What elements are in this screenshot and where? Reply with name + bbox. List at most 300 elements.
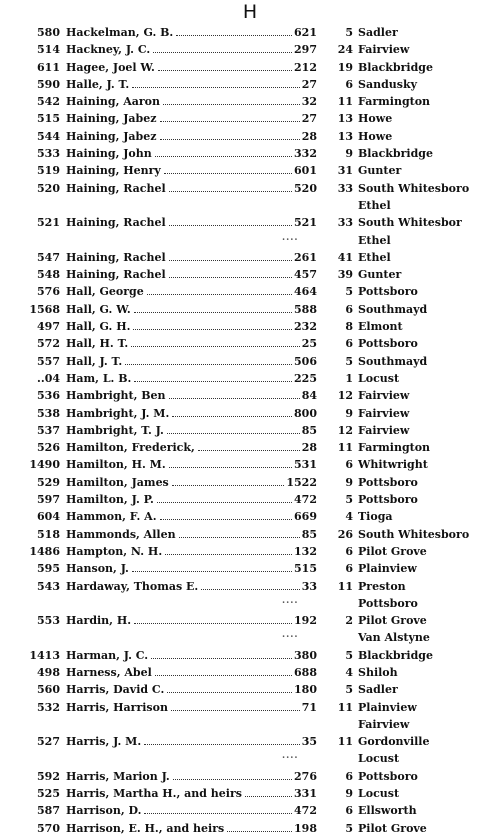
entry-number: 548 [37,268,60,282]
post-office: Fairview [358,389,410,403]
leader-dots [134,381,292,382]
value-amount: 225 [294,371,317,385]
leader-dots [165,554,292,555]
post-office: Gunter [358,268,402,282]
leader-dots [201,589,300,590]
post-office: Plainview [358,700,417,714]
leader-dots [169,260,292,261]
table-row [0,41,500,58]
table-row-continuation [0,197,500,214]
owner-name: Haining, John [66,147,152,161]
post-office: Blackbridge [358,60,433,74]
value-amount: 25 [301,337,317,351]
leader-dots [160,139,300,140]
leader-dots [198,450,300,451]
table-row [0,283,500,300]
district-number: 12 [337,423,353,437]
entry-number: 572 [37,337,60,351]
owner-name: Hackney, J. C. [66,43,151,57]
value-amount: 506 [294,354,317,368]
value-amount: 331 [294,787,317,801]
table-row [0,785,500,802]
value-amount: 621 [294,26,317,39]
leader-dots [155,156,292,157]
value-amount: 457 [294,268,317,282]
table-row-continuation [0,716,500,733]
owner-name: Harris, Marion J. [66,769,170,783]
leader-dots [158,70,292,71]
district-number: 6 [345,562,353,576]
value-amount: 85 [301,423,317,437]
leader-dots [160,121,300,122]
table-row [0,180,500,197]
value-amount: 688 [294,665,317,679]
district-number: 4 [345,510,353,524]
post-office: Ethel [358,233,391,247]
leader-dots [173,779,292,780]
post-office: Howe [358,112,393,126]
owner-name: Hambright, T. J. [66,423,164,437]
entry-number: 543 [37,579,60,593]
post-office: South Whitesbor [358,216,462,230]
owner-name: Harris, Harrison [66,700,168,714]
owner-name: Hamilton, James [66,475,169,489]
post-office: Elmont [358,320,403,334]
leader-dots [125,364,292,365]
value-amount: 84 [301,389,317,403]
table-row [0,664,500,681]
entry-number: 518 [37,527,60,541]
table-row [0,353,500,370]
value-amount: 297 [294,43,317,57]
owner-name: Hamilton, H. M. [66,458,166,472]
value-amount: 192 [294,614,317,628]
entry-number: 611 [37,60,60,74]
post-office: Southmayd [358,354,428,368]
entry-number: 533 [37,147,60,161]
table-row [0,214,500,231]
entry-number: 587 [37,804,60,818]
district-number: 9 [345,475,353,489]
owner-name: Haining, Rachel [66,181,166,195]
district-number: 6 [345,804,353,818]
value-amount: 472 [294,804,317,818]
value-amount: 380 [294,648,317,662]
value-amount: 531 [294,458,317,472]
leader-dots [163,104,300,105]
post-office: Pottsboro [358,596,418,610]
table-row [0,405,500,422]
district-number: 13 [337,112,353,126]
post-office: Ethel [358,250,391,264]
leader-dots [167,433,300,434]
ledger-rows [0,24,500,837]
table-row [0,681,500,698]
leader-dots [172,485,284,486]
value-amount: 261 [294,250,317,264]
owner-name: Haining, Jabez [66,112,157,126]
district-number: 11 [337,441,353,455]
table-row-continuation [0,629,500,646]
leader-dots [153,52,292,53]
table-row [0,647,500,664]
district-number: 26 [337,527,353,541]
table-row [0,733,500,750]
table-row [0,699,500,716]
entry-number: 525 [37,787,60,801]
value-amount: 515 [294,562,317,576]
post-office: Fairview [358,423,410,437]
value-amount: 520 [294,181,317,195]
table-row-continuation [0,232,500,249]
value-amount: 232 [294,320,317,334]
table-row [0,456,500,473]
post-office: Plainview [358,562,417,576]
value-amount: 198 [294,821,317,835]
leader-dots [134,623,292,624]
owner-name: Harman, J. C. [66,648,149,662]
post-office: Farmington [358,95,431,109]
value-amount: 588 [294,302,317,316]
district-number: 11 [337,735,353,749]
value-amount: 85 [301,527,317,541]
value-amount: 33 [301,579,317,593]
table-row [0,59,500,76]
owner-name: Halle, J. T. [66,77,130,91]
district-number: 11 [337,579,353,593]
entry-number: 497 [37,320,60,334]
post-office: Fairview [358,43,410,57]
district-number: 33 [337,181,353,195]
leader-dots [132,571,292,572]
leader-dots [169,191,292,192]
leader-dots [169,398,300,399]
owner-name: Ham, L. B. [66,371,132,385]
district-number: 41 [337,250,353,264]
post-office: Gordonville [358,735,430,749]
district-number: 33 [337,216,353,230]
value-amount: 601 [294,164,317,178]
table-row [0,145,500,162]
table-row [0,439,500,456]
leader-dots [176,35,292,36]
post-office: Pottsboro [358,475,418,489]
entry-number: 542 [37,95,60,109]
entry-number: 580 [37,26,60,39]
table-row [0,387,500,404]
continuation-mark: .... [282,232,299,243]
value-amount: 800 [294,406,317,420]
post-office: Pottsboro [358,769,418,783]
owner-name: Haining, Rachel [66,250,166,264]
entry-number: ..04 [37,371,60,385]
table-row [0,301,500,318]
value-amount: 464 [294,285,317,299]
post-office: Ellsworth [358,804,417,818]
leader-dots [157,502,292,503]
district-number: 11 [337,700,353,714]
post-office: Pottsboro [358,285,418,299]
table-row [0,526,500,543]
table-row [0,128,500,145]
leader-dots [144,813,292,814]
entry-number: 547 [37,250,60,264]
table-row [0,24,500,41]
table-row [0,543,500,560]
entry-number: 557 [37,354,60,368]
entry-number: 1490 [29,458,60,472]
post-office: Blackbridge [358,147,433,161]
table-row [0,93,500,110]
table-row-continuation [0,750,500,767]
owner-name: Hall, J. T. [66,354,123,368]
district-number: 4 [345,665,353,679]
post-office: Sadler [358,683,398,697]
entry-number: 1486 [29,544,60,558]
entry-number: 538 [37,406,60,420]
table-row [0,335,500,352]
entry-number: 592 [37,769,60,783]
value-amount: 71 [301,700,317,714]
value-amount: 32 [301,95,317,109]
table-row [0,491,500,508]
district-number: 9 [345,147,353,161]
leader-dots [164,173,292,174]
post-office: Van Alstyne [358,631,430,645]
owner-name: Hall, G. H. [66,320,131,334]
leader-dots [245,796,292,797]
post-office: Howe [358,129,393,143]
district-number: 19 [337,60,353,74]
leader-dots [144,744,300,745]
owner-name: Haining, Rachel [66,216,166,230]
district-number: 5 [345,648,353,662]
owner-name: Hall, George [66,285,144,299]
post-office: Pottsboro [358,493,418,507]
owner-name: Hardin, H. [66,614,132,628]
district-number: 6 [345,302,353,316]
post-office: Pottsboro [358,337,418,351]
owner-name: Hackelman, G. B. [66,26,174,39]
district-number: 24 [337,43,353,57]
leader-dots [151,658,292,659]
leader-dots [131,346,300,347]
leader-dots [160,519,292,520]
owner-name: Harris, Martha H., and heirs [66,787,242,801]
value-amount: 28 [301,129,317,143]
table-row [0,249,500,266]
owner-name: Hammonds, Allen [66,527,176,541]
continuation-mark: .... [282,630,299,641]
owner-name: Hamilton, Frederick, [66,441,195,455]
table-row [0,110,500,127]
entry-number: 560 [37,683,60,697]
value-amount: 472 [294,493,317,507]
owner-name: Hardaway, Thomas E. [66,579,199,593]
leader-dots [134,312,292,313]
table-row [0,768,500,785]
district-number: 6 [345,769,353,783]
continuation-mark: .... [282,595,299,606]
district-number: 39 [337,268,353,282]
district-number: 5 [345,285,353,299]
district-number: 8 [345,320,353,334]
leader-dots [132,87,300,88]
post-office: Pilot Grove [358,544,427,558]
entry-number: 519 [37,164,60,178]
value-amount: 1522 [286,475,317,489]
entry-number: 590 [37,77,60,91]
entry-number: 515 [37,112,60,126]
owner-name: Hanson, J. [66,562,129,576]
owner-name: Hamilton, J. P. [66,493,154,507]
post-office: Southmayd [358,302,428,316]
district-number: 11 [337,95,353,109]
owner-name: Hall, G. W. [66,302,131,316]
owner-name: Haining, Aaron [66,95,161,109]
district-number: 5 [345,683,353,697]
table-row [0,76,500,93]
owner-name: Haining, Henry [66,164,161,178]
district-number: 5 [345,354,353,368]
post-office: Ethel [358,198,391,212]
post-office: Whitwright [358,458,428,472]
owner-name: Harness, Abel [66,665,152,679]
post-office: South Whitesboro [358,527,470,541]
entry-number: 595 [37,562,60,576]
table-row [0,508,500,525]
post-office: Pilot Grove [358,614,427,628]
value-amount: 212 [294,60,317,74]
entry-number: 570 [37,821,60,835]
value-amount: 35 [301,735,317,749]
entry-number: 604 [37,510,60,524]
continuation-mark: .... [282,751,299,762]
post-office: Gunter [358,164,402,178]
post-office: Tioga [358,510,393,524]
post-office: Locust [358,752,400,766]
post-office: Preston [358,579,406,593]
entry-number: 1413 [29,648,60,662]
post-office: Sadler [358,26,398,39]
leader-dots [169,277,292,278]
value-amount: 521 [294,216,317,230]
table-row [0,318,500,335]
leader-dots [169,225,292,226]
owner-name: Harris, David C. [66,683,165,697]
entry-number: 498 [37,665,60,679]
value-amount: 132 [294,544,317,558]
post-office: Blackbridge [358,648,433,662]
owner-name: Haining, Jabez [66,129,157,143]
entry-number: 576 [37,285,60,299]
table-row [0,578,500,595]
post-office: Pilot Grove [358,821,427,835]
owner-name: Hampton, N. H. [66,544,163,558]
value-amount: 180 [294,683,317,697]
post-office: Shiloh [358,665,398,679]
value-amount: 276 [294,769,317,783]
post-office: Fairview [358,717,410,731]
entry-number: 526 [37,441,60,455]
district-number: 9 [345,787,353,801]
district-number: 6 [345,458,353,472]
owner-name: Hambright, Ben [66,389,166,403]
value-amount: 332 [294,147,317,161]
entry-number: 529 [37,475,60,489]
entry-number: 527 [37,735,60,749]
entry-number: 514 [37,43,60,57]
entry-number: 597 [37,493,60,507]
entry-number: 1568 [29,302,60,316]
owner-name: Harrison, E. H., and heirs [66,821,225,835]
table-row [0,266,500,283]
district-number: 12 [337,389,353,403]
district-number: 6 [345,544,353,558]
district-number: 5 [345,26,353,39]
district-number: 31 [337,164,353,178]
owner-name: Harris, J. M. [66,735,142,749]
table-row-continuation [0,595,500,612]
owner-name: Hammon, F. A. [66,510,157,524]
table-row [0,560,500,577]
entry-number: 536 [37,389,60,403]
entry-number: 532 [37,700,60,714]
leader-dots [167,692,292,693]
entry-number: 537 [37,423,60,437]
value-amount: 27 [301,112,317,126]
leader-dots [155,675,292,676]
entry-number: 544 [37,129,60,143]
post-office: Farmington [358,441,431,455]
district-number: 2 [345,614,353,628]
leader-dots [227,831,292,832]
district-number: 9 [345,406,353,420]
leader-dots [133,329,292,330]
section-letter-heading: H [242,1,258,23]
leader-dots [169,467,292,468]
table-row [0,370,500,387]
owner-name: Haining, Rachel [66,268,166,282]
entry-number: 553 [37,614,60,628]
leader-dots [172,416,292,417]
leader-dots [171,710,300,711]
district-number: 6 [345,337,353,351]
post-office: South Whitesboro [358,181,470,195]
owner-name: Hagee, Joel W. [66,60,155,74]
value-amount: 669 [294,510,317,524]
owner-name: Hall, H. T. [66,337,129,351]
entry-number: 520 [37,181,60,195]
entry-number: 521 [37,216,60,230]
leader-dots [179,537,300,538]
district-number: 1 [345,371,353,385]
leader-dots [147,294,292,295]
district-number: 5 [345,821,353,835]
owner-name: Hambright, J. M. [66,406,170,420]
value-amount: 27 [301,77,317,91]
table-row [0,802,500,819]
post-office: Locust [358,787,400,801]
owner-name: Harrison, D. [66,804,142,818]
post-office: Locust [358,371,400,385]
value-amount: 28 [301,441,317,455]
table-row [0,820,500,837]
table-row [0,612,500,629]
district-number: 5 [345,493,353,507]
post-office: Fairview [358,406,410,420]
table-row [0,422,500,439]
